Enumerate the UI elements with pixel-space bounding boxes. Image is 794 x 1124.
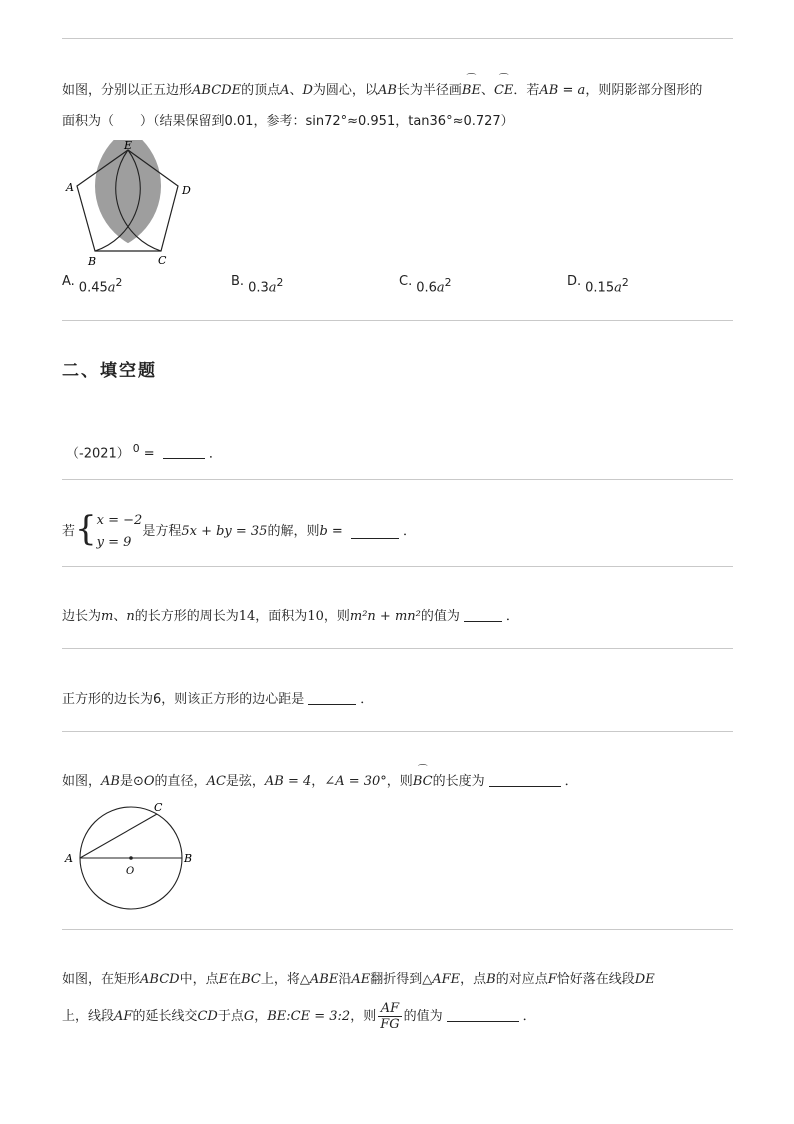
option-b[interactable]: B. $0.3a^2$ [231,274,284,296]
arc-bc: ⌒ BC [413,773,433,791]
arc-be: ⌒ BE [462,82,481,100]
option-a[interactable]: A. $0.45a^2$ [62,274,123,296]
q7-answer-blank[interactable] [447,1009,519,1022]
option-d[interactable]: D. $0.15a^2$ [567,274,629,296]
divider-3 [62,566,733,567]
label-b: B [184,852,193,865]
q4-text: 边长为m、n的长方形的周长为14，面积为10，则m²n + mn²的值为 ． [62,609,519,624]
q2-answer-blank[interactable] [163,446,205,459]
pentagon-figure [60,140,200,268]
q7-text-line1: 如图，在矩形ABCD中，点E在BC上，将△ABE沿AE翻折得到△AFE，点B的对应点F恰好落在线段DE [62,972,655,987]
divider-2 [62,479,733,480]
section-title: 二、填空题 [62,361,157,381]
q7-text-line2: 上，线段AF的延长线交CD于点G，BE:CE = 3:2，则 $\frac{AF}{FG}$ 的值为 ． [62,1001,536,1032]
q3-text: 若{ x = −2 y = 9 是方程5x + by = 35的解，则b = ． [62,510,416,554]
q3-answer-blank[interactable] [351,526,399,539]
label-a: A [66,181,74,194]
fraction-af-fg: $\frac{AF}{FG}$ [380,1001,400,1032]
option-c[interactable]: C. $0.6a^2$ [399,274,452,296]
divider-5 [62,731,733,732]
divider-1 [62,320,733,321]
q1-text-line2: 面积为（ ）（结果保留到0.01，参考：sin72°≈0.951，tan36°≈0.727） [62,114,514,129]
q1-text-line1: 如图，分别以正五边形ABCDE的顶点A、D为圆心，以AB长为半径画⌒ BE、⌒ CE．若AB = a，则阴影部分图形的 [62,82,702,100]
system-brace: { [75,509,97,549]
center-point [129,856,133,860]
label-c: C [158,254,167,267]
label-e: E [124,140,133,152]
q5-answer-blank[interactable] [308,692,356,705]
label-d: D [182,184,191,197]
q5-text: 正方形的边长为6，则该正方形的边心距是 ． [62,692,374,707]
label-a: A [65,852,73,865]
label-o: O [126,866,135,877]
q4-answer-blank[interactable] [464,609,502,622]
label-c: C [154,801,163,814]
q6-answer-blank[interactable] [489,774,561,787]
top-divider [62,38,733,39]
label-b: B [88,255,97,268]
pentagon-name: ABCDE [192,83,242,98]
divider-4 [62,648,733,649]
divider-6 [62,929,733,930]
arc-ce: ⌒ CE [494,82,513,100]
chord-ac [80,814,157,858]
q2-text: （-2021） $^0$ = ． [66,442,222,462]
equation-system: x = −2 y = 9 [96,513,143,550]
circle-figure [62,800,212,920]
q6-text: 如图，AB是⊙O的直径，AC是弦，AB = 4，∠A = 30°，则⌒ BC的长度为 ． [62,773,578,791]
